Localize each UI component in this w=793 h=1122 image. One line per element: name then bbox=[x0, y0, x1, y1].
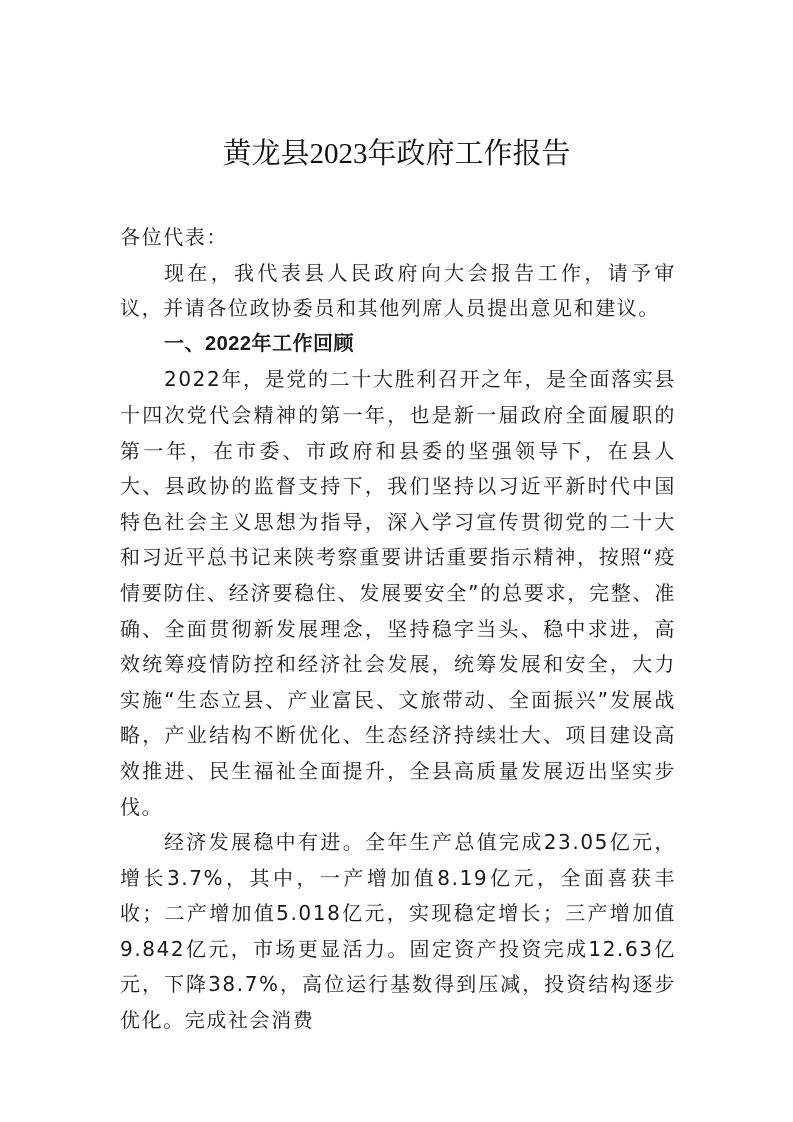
document-body bbox=[120, 220, 676, 1039]
intro-paragraph: 现在，我代表县人民政府向大会报告工作，请予审议，并请各位政协委员和其他列席人员提出意见和建议。 bbox=[120, 260, 676, 321]
section-heading: 一、2022年工作回顾 bbox=[164, 332, 354, 355]
review-paragraph: 2022年，是党的二十大胜利召开之年，是全面落实县十四次党代会精神的第一年，也是新一届政府全面履职的第一年，在市委、市政府和县委的坚强领导下，在县人大、县政协的监督支持下，我们坚持以习近平新时代中国特色社会主义思想为指导，深入学习宣传贯彻党的二十大和习近平总书记来陕考察重要讲话重要指示精神，按照“疫情要防住、经济要稳住、发展要安全”的总要求，完整、准确、全面贯彻新发展理念，坚持稳字当头、稳中求进，高效统筹疫情防控和经济社会发展，统筹发展和安全，大力实施“生态立县、产业富民、文旅带动、全面振兴”发展战略，产业结构不断优化、生态经济持续壮大、项目建设高效推进、民生福祉全面提升，全县高质量发展迈出坚实步伐。 bbox=[120, 367, 676, 819]
economy-paragraph: 经济发展稳中有进。全年生产总值完成23.05亿元，增长3.7%，其中，一产增加值8.19亿元，全面喜获丰收；二产增加值5.018亿元，实现稳定增长；三产增加值9.842亿元，市场更显活力。固定资产投资完成12.63亿元，下降38.7%，高位运行基数得到压减，投资结构逐步优化。完成社会消费 bbox=[120, 830, 676, 1033]
document-title: 黄龙县2023年政府工作报告 bbox=[222, 138, 571, 170]
salutation: 各位代表： bbox=[120, 225, 228, 249]
